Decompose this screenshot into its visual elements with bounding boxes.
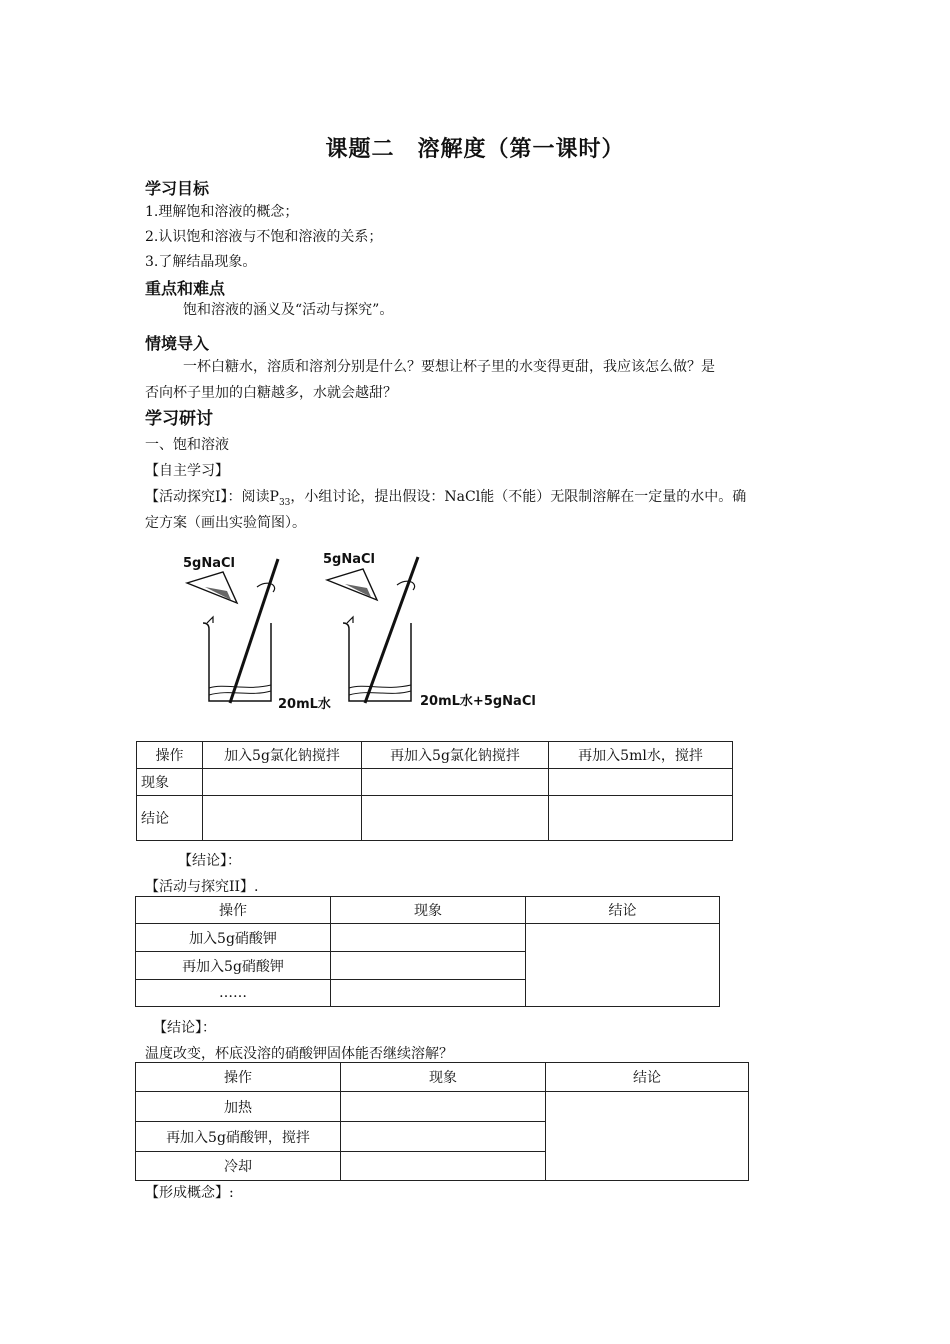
activity2-label: 【活动与探究II】. xyxy=(145,879,259,895)
table-row xyxy=(136,924,720,952)
input-cell[interactable] xyxy=(331,952,526,980)
key-points-text: 饱和溶液的涵义及“活动与探究”。 xyxy=(183,302,394,318)
activity1-line-1: 【活动探究Ⅰ】：阅读$P_{33}$，小组讨论，提出假设：NaCl能（不能）无限制溶解在一定量的水中。确 xyxy=(145,489,747,508)
table-row xyxy=(136,1063,749,1092)
beaker-setup-2 xyxy=(323,552,536,709)
activity1-line-2: 定方案（画出实验简图）。 xyxy=(145,515,306,531)
table-row xyxy=(137,796,733,841)
key-points-heading: 重点和难点 xyxy=(145,279,226,298)
table-header: 再加入5g氯化钠搅拌 xyxy=(362,742,549,769)
input-cell[interactable] xyxy=(341,1122,546,1152)
operation-cell: 再加入5g硝酸钾 xyxy=(136,952,331,980)
input-cell[interactable] xyxy=(362,796,549,841)
beaker1-top-label: 5gNaCl xyxy=(183,556,235,571)
kno3-experiment-table xyxy=(135,896,720,1007)
table-header: 现象 xyxy=(331,897,526,924)
table-header: 操作 xyxy=(136,1063,341,1092)
beaker-setup-1 xyxy=(183,556,331,712)
intro-heading: 情境导入 xyxy=(145,334,210,353)
input-cell[interactable] xyxy=(341,1152,546,1181)
input-cell[interactable] xyxy=(203,796,362,841)
goal-item-3: 3.了解结晶现象。 xyxy=(145,254,257,270)
beaker1-bottom-label: 20mL水 xyxy=(278,697,331,712)
operation-cell: 冷却 xyxy=(136,1152,341,1181)
operation-cell: …… xyxy=(136,980,331,1007)
table-header: 操作 xyxy=(136,897,331,924)
intro-line-1: 一杯白糖水，溶质和溶剂分别是什么？要想让杯子里的水变得更甜，我应该怎么做？是 xyxy=(183,359,715,375)
input-cell[interactable] xyxy=(362,769,549,796)
table-header: 结论 xyxy=(526,897,720,924)
page-title: 课题二 溶解度（第一课时） xyxy=(325,137,625,162)
input-cell[interactable] xyxy=(341,1092,546,1122)
table-header: 再加入5ml水，搅拌 xyxy=(549,742,733,769)
table-header: 加入5g氯化钠搅拌 xyxy=(203,742,362,769)
operation-cell: 再加入5g硝酸钾，搅拌 xyxy=(136,1122,341,1152)
input-cell[interactable] xyxy=(331,980,526,1007)
concept-label: 【形成概念】: xyxy=(145,1185,234,1201)
row-label: 现象 xyxy=(137,769,203,796)
beaker-icon xyxy=(343,623,411,701)
intro-line-2: 否向杯子里加的白糖越多，水就会越甜？ xyxy=(145,385,397,401)
stirring-rod-icon xyxy=(365,557,418,703)
section-saturated-solution: 一、饱和溶液 xyxy=(145,437,229,453)
input-cell[interactable] xyxy=(203,769,362,796)
conclusion-2: 【结论】： xyxy=(153,1020,216,1036)
row-label: 结论 xyxy=(137,796,203,841)
table-header: 操作 xyxy=(137,742,203,769)
input-cell[interactable] xyxy=(549,796,733,841)
temperature-question: 温度改变，杯底没溶的硝酸钾固体能否继续溶解？ xyxy=(145,1046,453,1062)
operation-cell: 加热 xyxy=(136,1092,341,1122)
operation-cell: 加入5g硝酸钾 xyxy=(136,924,331,952)
beaker2-top-label: 5gNaCl xyxy=(323,552,375,567)
table-row xyxy=(136,897,720,924)
study-heading: 学习研讨 xyxy=(145,409,213,429)
table-row xyxy=(137,769,733,796)
experiment-figure xyxy=(175,545,555,715)
beaker-icon xyxy=(203,623,271,701)
conclusion-1: 【结论】： xyxy=(178,853,241,869)
table-row xyxy=(136,1092,749,1122)
temperature-experiment-table xyxy=(135,1062,749,1181)
input-cell[interactable] xyxy=(331,924,526,952)
goal-item-2: 2.认识饱和溶液与不饱和溶液的关系； xyxy=(145,229,383,245)
goal-item-1: 1.理解饱和溶液的概念； xyxy=(145,204,299,220)
table-header: 结论 xyxy=(546,1063,749,1092)
input-cell[interactable] xyxy=(546,1092,749,1181)
nacl-experiment-table xyxy=(136,741,733,841)
self-study-label: 【自主学习】 xyxy=(145,463,229,479)
beaker2-bottom-label: 20mL水+5gNaCl xyxy=(420,694,536,709)
input-cell[interactable] xyxy=(549,769,733,796)
input-cell[interactable] xyxy=(526,924,720,1007)
table-header: 现象 xyxy=(341,1063,546,1092)
goals-heading: 学习目标 xyxy=(145,179,210,198)
table-row xyxy=(137,742,733,769)
